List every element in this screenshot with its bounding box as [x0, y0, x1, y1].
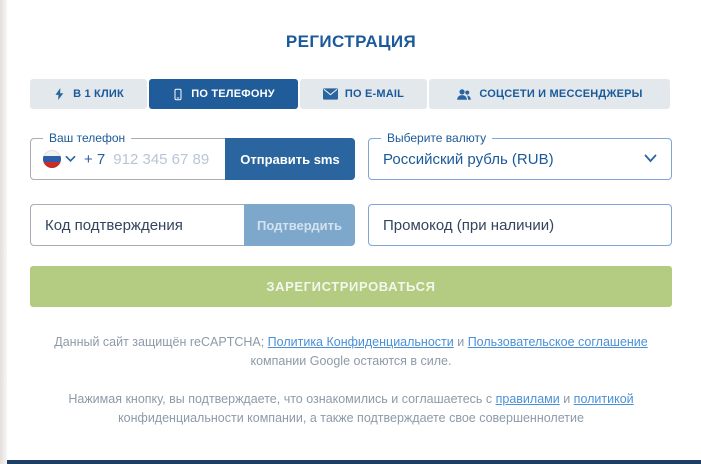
- smartphone-icon: [172, 87, 184, 102]
- registration-modal: [7, 0, 701, 460]
- tab-label: В 1 КЛИК: [73, 88, 124, 100]
- page-title: РЕГИСТРАЦИЯ: [285, 32, 417, 51]
- tab-label: ПО E-MAIL: [344, 88, 405, 100]
- chevron-down-icon: [65, 150, 76, 168]
- legal-text: Нажимая кнопку, вы подтверждаете, что ознакомились и соглашаетесь с: [68, 392, 496, 406]
- privacy-policy-link[interactable]: Политика Конфиденциальности: [267, 335, 454, 349]
- terms-of-service-link[interactable]: Пользовательское соглашение: [467, 335, 648, 349]
- tab-label: СОЦСЕТИ И МЕССЕНДЖЕРЫ: [479, 88, 643, 100]
- confirm-button[interactable]: Подтвердить: [244, 204, 355, 246]
- phone-field: [30, 131, 355, 180]
- send-sms-button[interactable]: Отправить sms: [225, 138, 355, 180]
- privacy-policy-link[interactable]: политикой: [573, 392, 634, 406]
- chevron-down-icon: [644, 150, 657, 168]
- country-dial-code: + 7: [84, 150, 106, 168]
- tab-by-email[interactable]: [300, 79, 427, 109]
- country-selector[interactable]: [43, 150, 76, 168]
- registration-tabs: [30, 79, 672, 109]
- consent-legal-text: [41, 390, 661, 428]
- legal-text: конфиденциальности компании, а также подтверждаете свое совершеннолетие: [118, 411, 584, 425]
- page-bottom-bar: [7, 460, 701, 464]
- russia-flag-icon: [43, 150, 61, 168]
- confirmation-code-input[interactable]: [30, 204, 244, 246]
- tab-label: ПО ТЕЛЕФОНУ: [191, 88, 275, 100]
- confirmation-field: [30, 204, 355, 246]
- phone-input[interactable]: [113, 151, 221, 168]
- register-button[interactable]: ЗАРЕГИСТРИРОВАТЬСЯ: [30, 266, 672, 307]
- tab-socials-messengers[interactable]: [429, 79, 670, 109]
- legal-text: Данный сайт защищён reCAPTCHA;: [54, 335, 268, 349]
- promo-code-input[interactable]: [368, 204, 672, 246]
- people-icon: [456, 88, 472, 101]
- currency-selected-value: Российский рубль (RUB): [383, 150, 554, 168]
- legal-text: и: [559, 392, 574, 406]
- lightning-icon: [53, 87, 66, 101]
- legal-text: и: [453, 335, 468, 349]
- phone-field-label: Ваш телефон: [43, 131, 131, 145]
- tab-by-phone[interactable]: [149, 79, 298, 109]
- envelope-icon: [323, 88, 338, 100]
- rules-link[interactable]: правилами: [495, 392, 560, 406]
- page-background-edge: [0, 0, 7, 464]
- tab-one-click[interactable]: [30, 79, 147, 109]
- recaptcha-legal-text: [30, 333, 672, 371]
- legal-text: компании Google остаются в силе.: [250, 354, 452, 368]
- currency-field-label: Выберите валюту: [381, 131, 492, 145]
- currency-select[interactable]: [368, 131, 672, 180]
